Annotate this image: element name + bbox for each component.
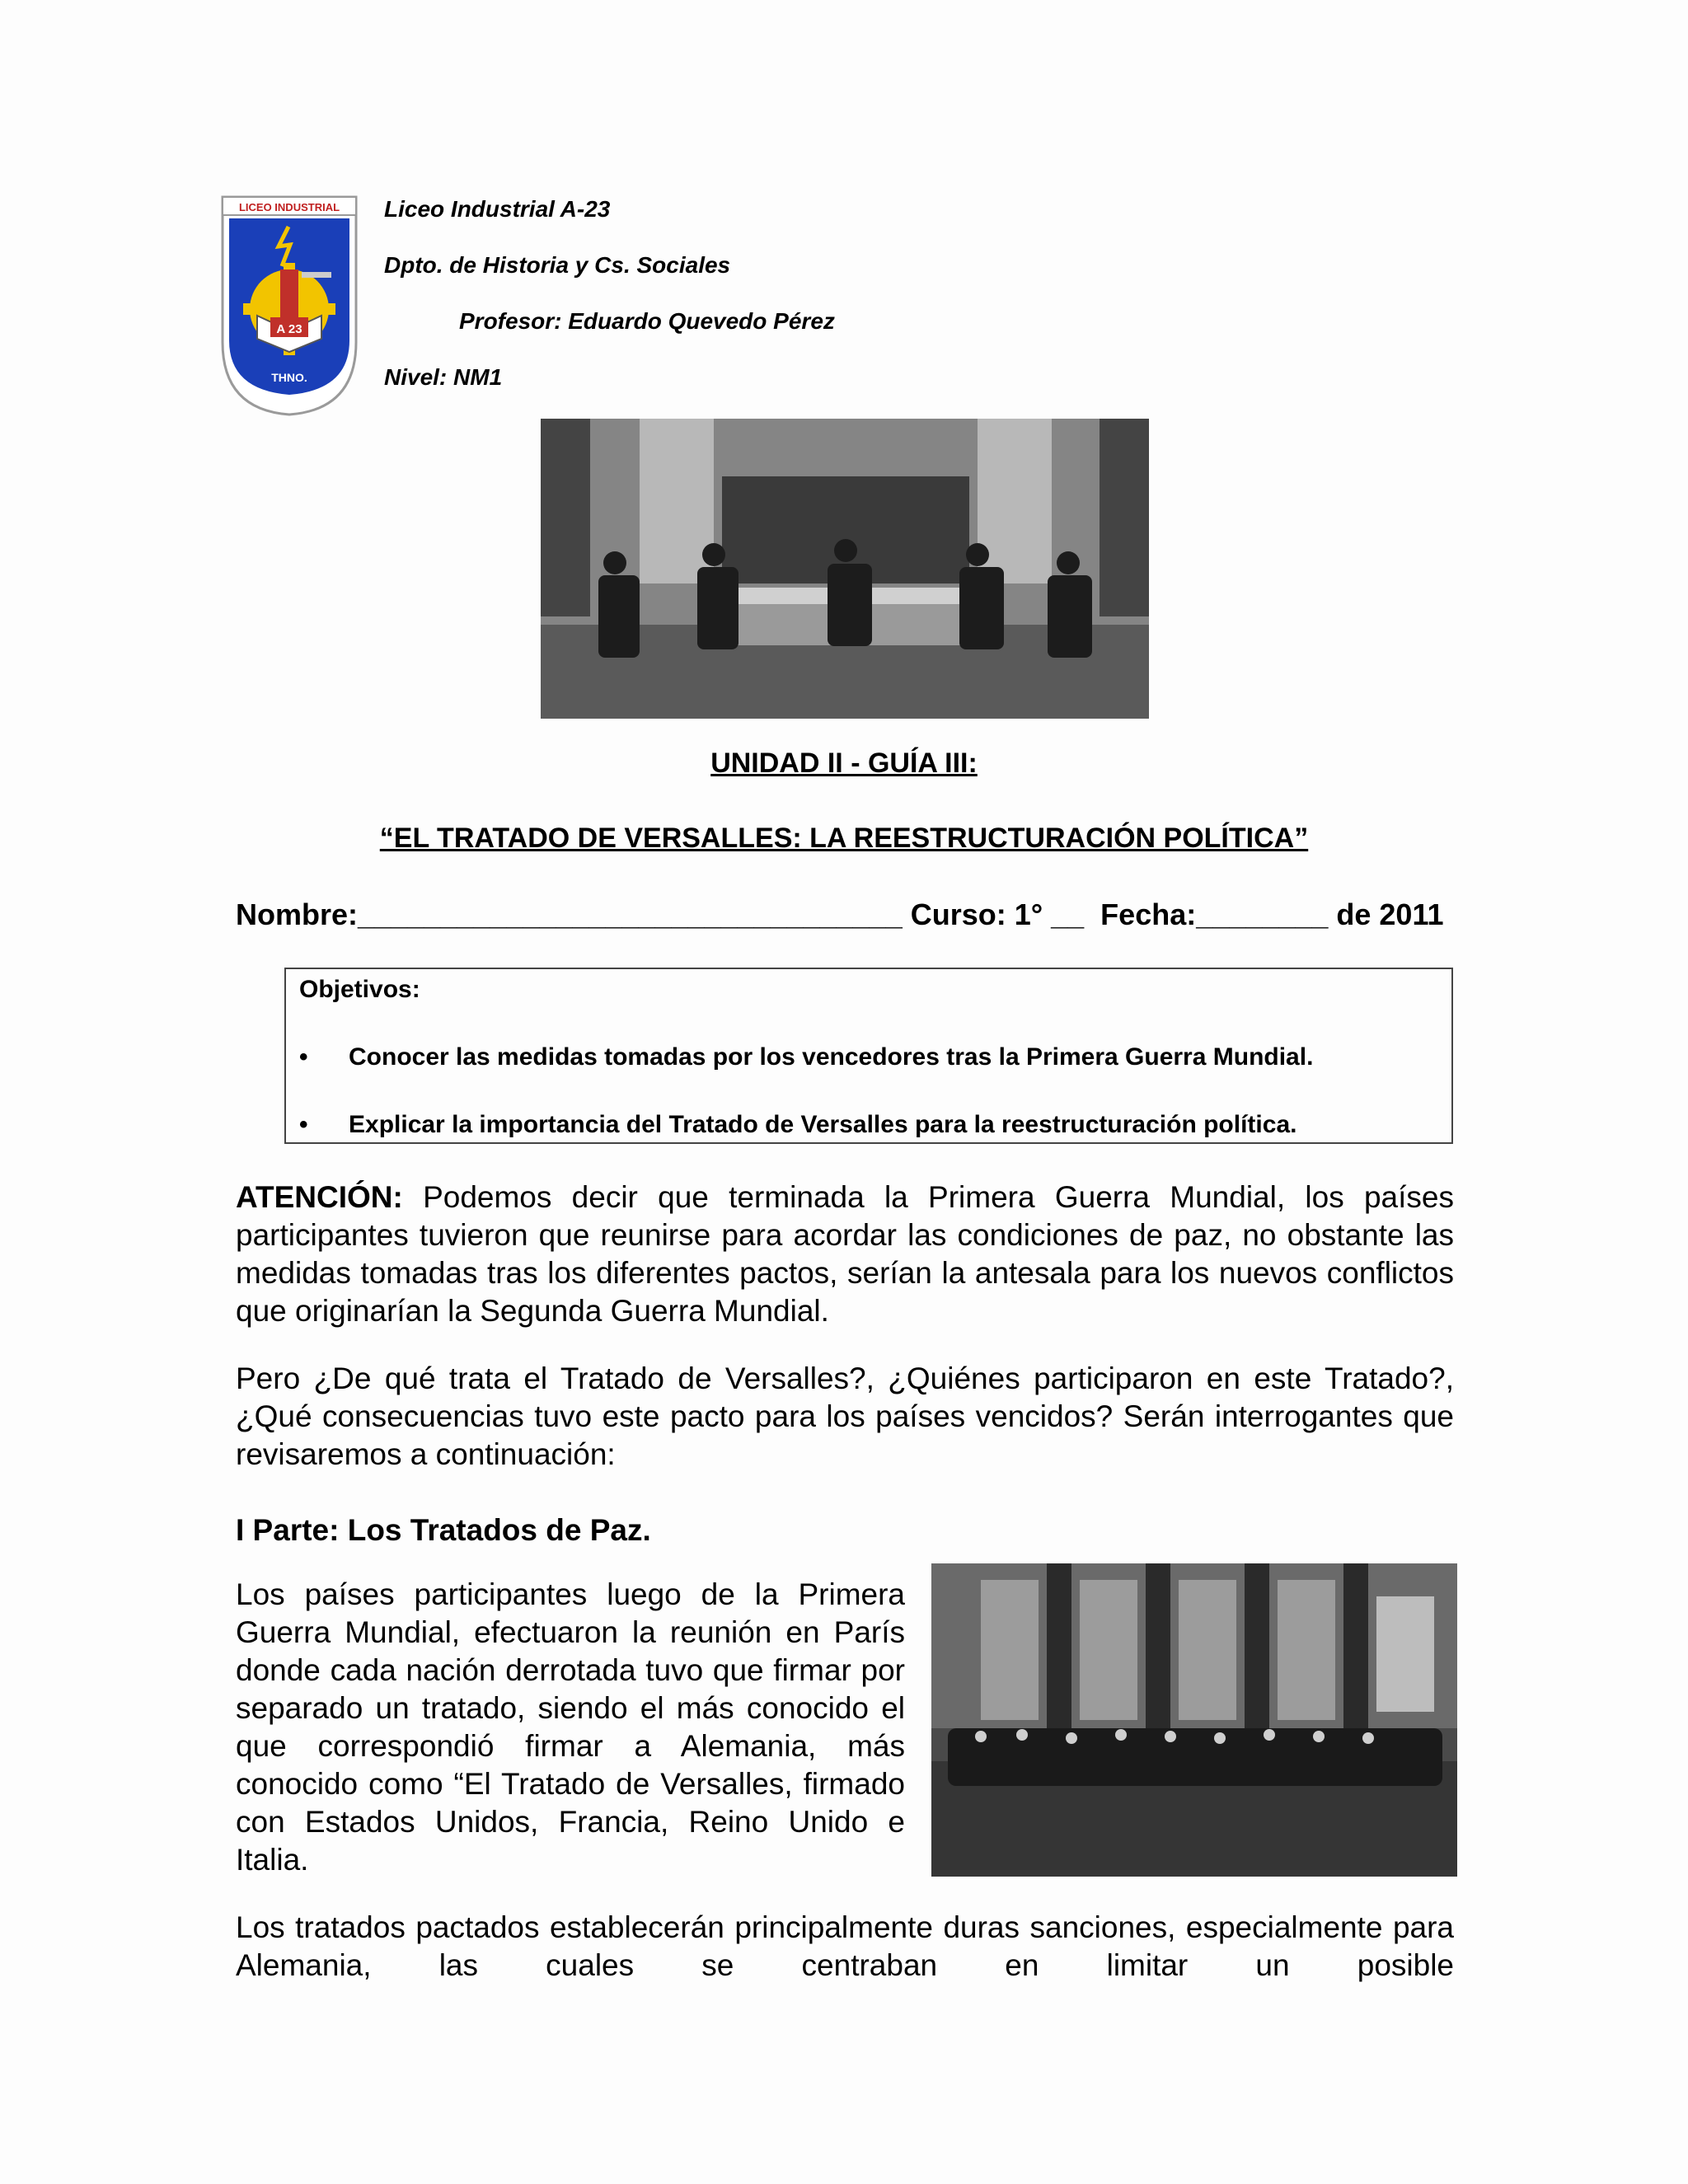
hall-of-mirrors-photo <box>931 1563 1457 1877</box>
continuation-paragraph: Los tratados pactados establecerán principalmente duras sanciones, especialmente para Alemania, las cuales se centraban en limitar un posible <box>236 1910 1454 1982</box>
student-info-line: Nombre:_________________________________ Curso: 1° __ Fecha:________ de 2011 <box>236 898 1444 931</box>
part1-heading: I Parte: Los Tratados de Paz. <box>236 1513 651 1547</box>
department-name: Dpto. de Historia y Cs. Sociales <box>384 252 731 278</box>
level-label: Nivel: NM1 <box>384 364 503 390</box>
objective-item <box>299 1043 1313 1071</box>
school-crest-logo <box>219 194 359 418</box>
bullet-icon: • <box>299 1043 308 1071</box>
guide-subtitle: “EL TRATADO DE VERSALLES: LA REESTRUCTURACIÓN POLÍTICA” <box>379 823 1309 854</box>
questions-paragraph: Pero ¿De qué trata el Tratado de Versalles?, ¿Quiénes participaron en este Tratado?, ¿Qué consecuencias tuvo este pacto para los países vencidos? Serán interrogantes que revisaremos a continuación: <box>236 1361 1454 1471</box>
part1-paragraph: Los países participantes luego de la Primera Guerra Mundial, efectuaron la reunión en París donde cada nación derrotada tuvo que firmar por separado un tratado, siendo el más conocido el que correspondió firmar a Alemania, más conocido como “El Tratado de Versalles, firmado con Estados Unidos, Francia, Reino Unido e Italia. <box>236 1577 905 1877</box>
objective-text: Explicar la importancia del Tratado de Versalles para la reestructuración política. <box>349 1111 1297 1138</box>
objectives-label: Objetivos: <box>299 976 420 1003</box>
attention-paragraph <box>236 1179 1454 1330</box>
bullet-icon: • <box>299 1111 308 1138</box>
objectives-box <box>284 968 1453 1144</box>
school-name: Liceo Industrial A-23 <box>384 196 611 222</box>
unit-title: UNIDAD II - GUÍA III: <box>710 748 978 779</box>
big-four-photo <box>541 419 1149 719</box>
objective-text: Conocer las medidas tomadas por los vencedores tras la Primera Guerra Mundial. <box>349 1043 1314 1071</box>
crest-number-text: A 23 <box>276 322 302 336</box>
attention-label: ATENCIÓN: <box>236 1180 403 1214</box>
attention-text: Podemos decir que terminada la Primera Guerra Mundial, los países participantes tuvieron que reunirse para acordar las condiciones de paz, no obstante las medidas tomadas tras los diferentes pactos, serían la antesala para los nuevos conflictos que originarían la Segunda Guerra Mundial. <box>236 1180 1454 1328</box>
crest-footer-text: THNO. <box>271 371 307 384</box>
objective-item <box>299 1111 1296 1139</box>
teacher-name: Profesor: Eduardo Quevedo Pérez <box>459 308 835 334</box>
crest-banner-text: LICEO INDUSTRIAL <box>238 201 340 213</box>
